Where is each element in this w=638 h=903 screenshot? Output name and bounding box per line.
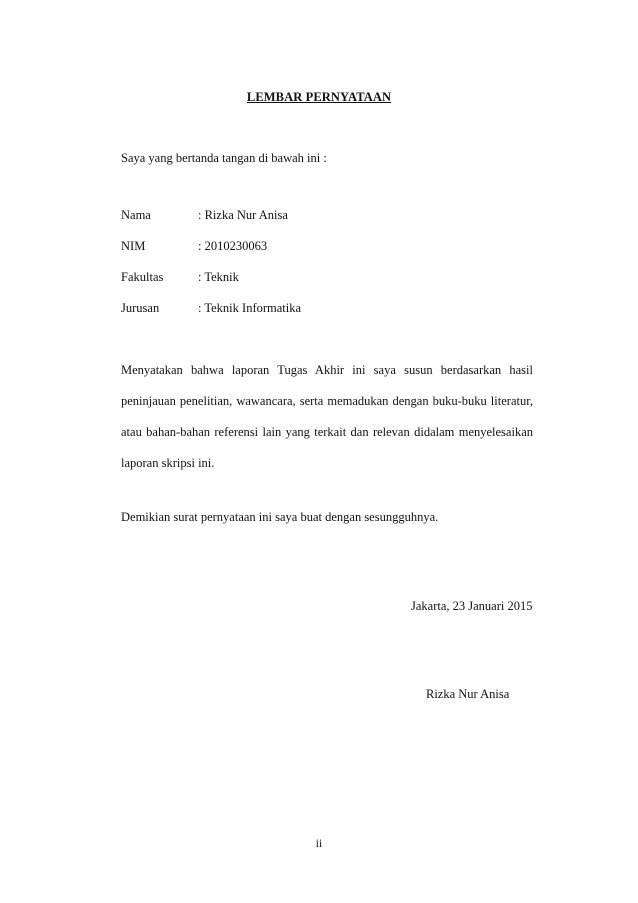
closing-text: Demikian surat pernyataan ini saya buat dengan sesungguhnya. xyxy=(121,510,439,524)
field-value-fakultas: : Teknik xyxy=(198,270,239,284)
field-label-jurusan: Jurusan xyxy=(121,301,160,315)
field-label-nim: NIM xyxy=(121,239,146,253)
document-title: LEMBAR PERNYATAAN xyxy=(246,90,392,104)
city-date: Jakarta, 23 Januari 2015 xyxy=(411,599,533,613)
field-label-fakultas: Fakultas xyxy=(121,270,164,284)
page-number: ii xyxy=(315,838,323,850)
field-value-jurusan: : Teknik Informatika xyxy=(198,301,302,315)
statement-paragraph: Menyatakan bahwa laporan Tugas Akhir ini saya susun berdasarkan hasil peninjauan penelitian, wawancara, serta memadukan dengan buku-buku literatur, atau bahan-bahan referensi lain yang terkait dan relevan didalam menyelesaikan laporan skripsi ini. xyxy=(121,363,533,470)
signer-name: Rizka Nur Anisa xyxy=(426,687,510,701)
field-label-nama: Nama xyxy=(121,208,151,222)
field-value-nama: : Rizka Nur Anisa xyxy=(198,208,288,222)
intro-text: Saya yang bertanda tangan di bawah ini : xyxy=(121,151,327,165)
field-value-nim: : 2010230063 xyxy=(198,239,268,253)
